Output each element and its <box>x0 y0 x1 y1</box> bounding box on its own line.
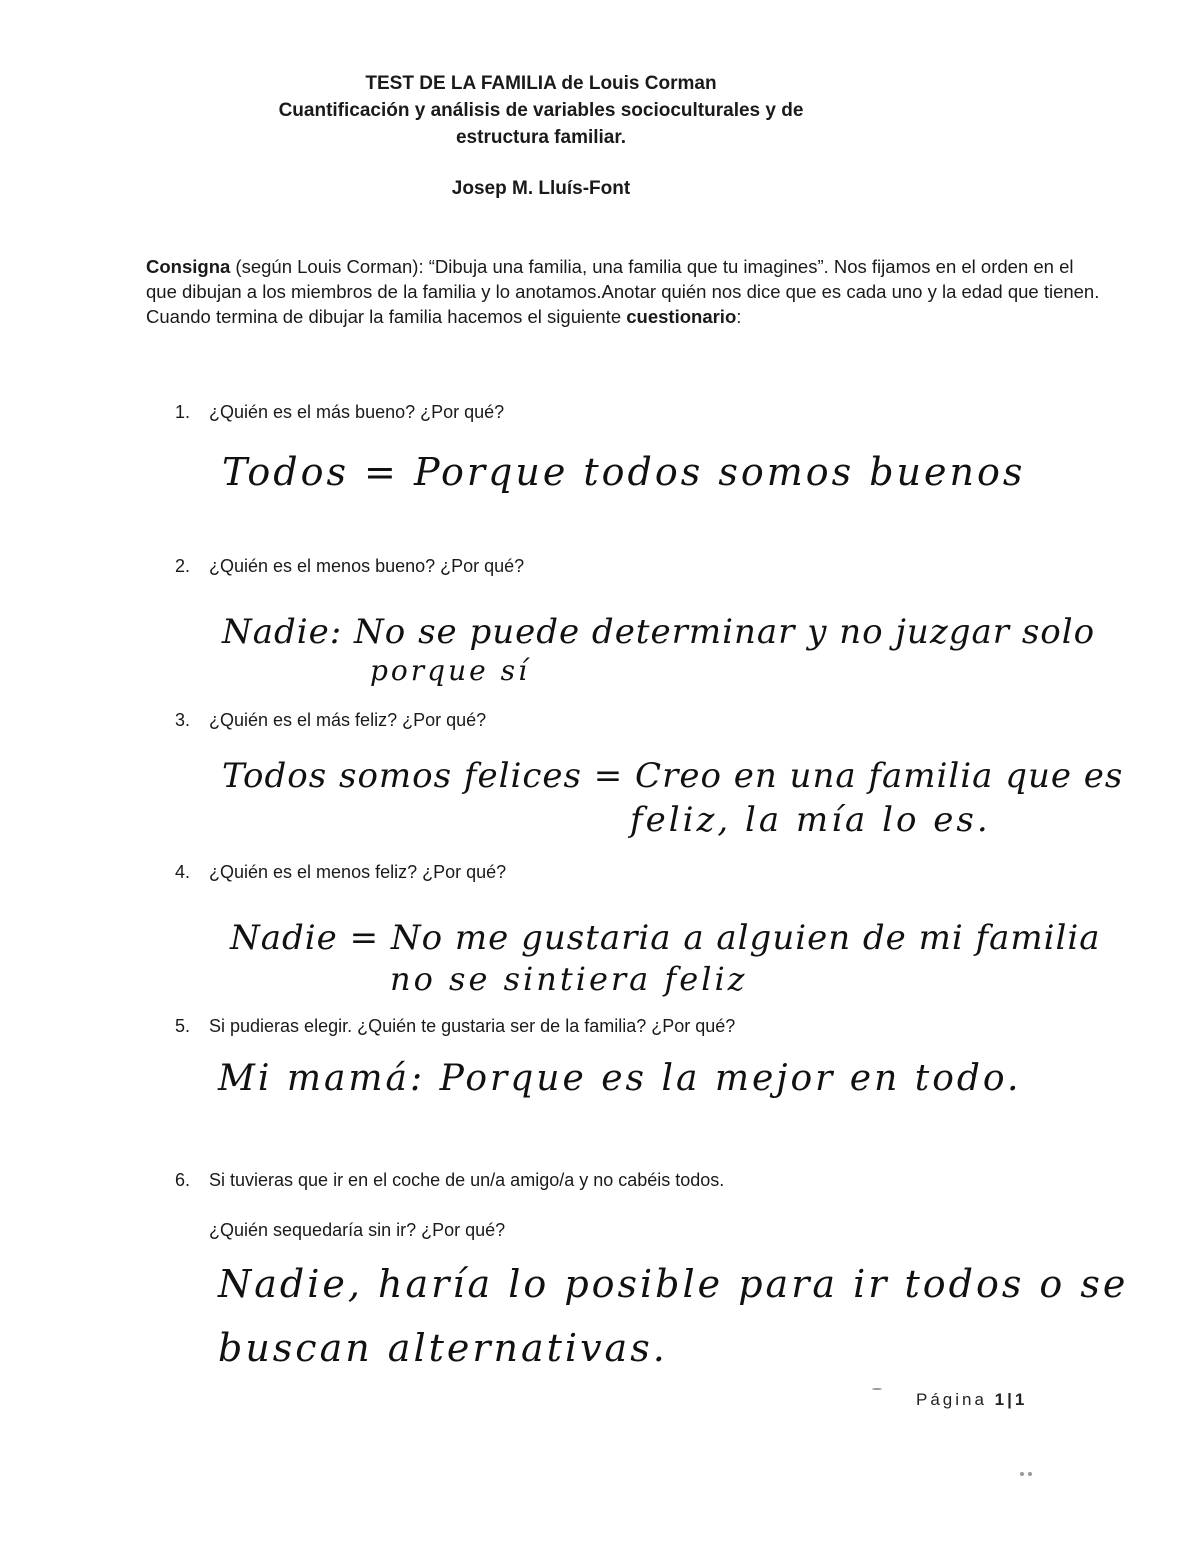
page-separator: | <box>1007 1390 1015 1409</box>
question-4 <box>175 862 506 883</box>
handwritten-answer-4-line2: no se sintiera feliz <box>390 960 748 998</box>
instructions-label: Consigna <box>146 256 231 277</box>
question-3 <box>175 710 486 731</box>
handwritten-answer-2-line2: porque sí <box>370 654 530 687</box>
instructions-paragraph <box>146 254 1106 329</box>
page-label: Página <box>916 1390 987 1409</box>
document-subtitle-line1: Cuantificación y análisis de variables socioculturales y de <box>278 100 804 121</box>
document-title: TEST DE LA FAMILIA de Louis Corman <box>365 73 717 94</box>
question-number: 1. <box>175 402 191 422</box>
question-text: Si tuvieras que ir en el coche de un/a amigo/a y no cabéis todos. <box>209 1170 725 1190</box>
handwritten-answer-3-line2: feliz, la mía lo es. <box>630 800 991 840</box>
page-current: 1 <box>994 1390 1008 1409</box>
question-6 <box>175 1170 724 1191</box>
instructions-bold-word: cuestionario <box>626 306 737 327</box>
document-subtitle-line2: estructura familiar. <box>455 127 627 148</box>
handwritten-answer-2: Nadie: No se puede determinar y no juzgar solo <box>222 612 1096 652</box>
question-text: ¿Quién es el más bueno? ¿Por qué? <box>209 402 505 422</box>
page-number-footer <box>916 1390 1027 1410</box>
question-2 <box>175 556 524 577</box>
question-1 <box>175 402 504 423</box>
question-number: 3. <box>175 710 191 730</box>
document-header <box>0 70 1082 151</box>
handwritten-answer-6-line2: buscan alternativas. <box>218 1326 668 1370</box>
question-number: 5. <box>175 1016 191 1036</box>
document-author: Josep M. Lluís-Font <box>451 178 631 199</box>
scan-speck <box>872 1388 882 1390</box>
handwritten-answer-6: Nadie, haría lo posible para ir todos o se <box>218 1262 1129 1306</box>
scan-speck <box>1028 1472 1032 1476</box>
question-text: ¿Quién es el menos bueno? ¿Por qué? <box>209 556 525 576</box>
handwritten-answer-3: Todos somos felices = Creo en una familia que es <box>222 756 1124 796</box>
handwritten-answer-1: Todos = Porque todos somos buenos <box>222 450 1026 494</box>
question-number: 6. <box>175 1170 191 1190</box>
question-number: 2. <box>175 556 191 576</box>
instructions-end: : <box>736 306 742 327</box>
question-text: Si pudieras elegir. ¿Quién te gustaria ser de la familia? ¿Por qué? <box>209 1016 736 1036</box>
question-text: ¿Quién es el más feliz? ¿Por qué? <box>209 710 487 730</box>
instructions-text: (según Louis Corman): “Dibuja una familia, una familia que tu imagines”. Nos fijamos en el orden en el que dibujan a los miembros de la familia y lo anotamos.Anotar quién nos dice que es cada uno y la edad que tienen. Cuando termina de dibujar la familia hacemos el siguiente <box>146 256 1100 327</box>
handwritten-answer-4: Nadie = No me gustaria a alguien de mi familia <box>230 918 1101 958</box>
question-number: 4. <box>175 862 191 882</box>
question-text: ¿Quién es el menos feliz? ¿Por qué? <box>209 862 507 882</box>
question-5 <box>175 1016 735 1037</box>
page-total: 1 <box>1014 1390 1028 1409</box>
handwritten-answer-5: Mi mamá: Porque es la mejor en todo. <box>218 1058 1022 1099</box>
question-6-line2: ¿Quién sequedaría sin ir? ¿Por qué? <box>209 1220 506 1240</box>
scan-speck <box>1020 1472 1024 1476</box>
